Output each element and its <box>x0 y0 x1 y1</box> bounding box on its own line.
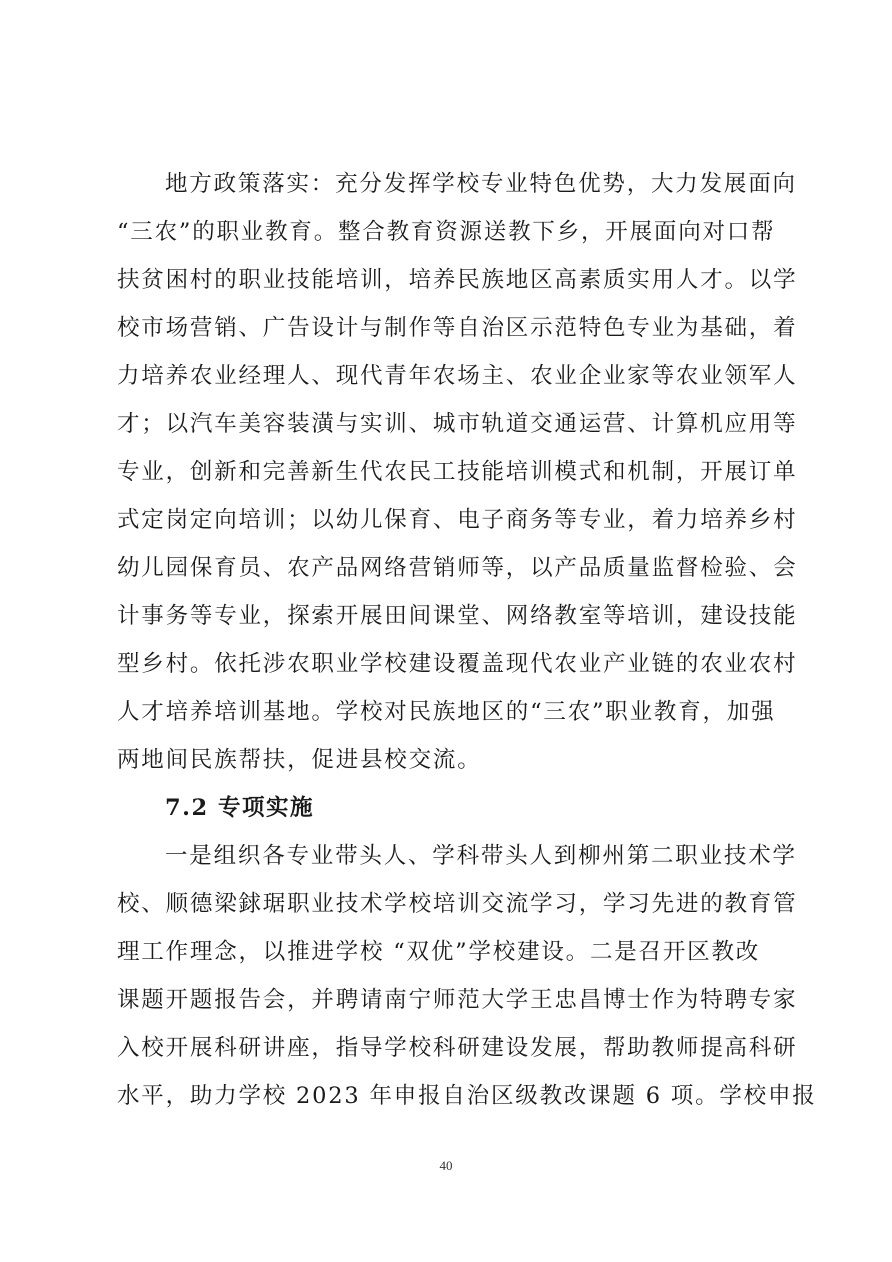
paragraph-line: 校、顺德梁銶琚职业技术学校培训交流学习，学习先进的教育管 <box>117 891 798 917</box>
paragraph-line: “三农”的职业教育。整合教育资源送教下乡，开展面向对口帮 <box>117 219 776 245</box>
page-content <box>117 160 817 1120</box>
paragraph-line: 幼儿园保育员、农产品网络营销师等，以产品质量监督检验、会 <box>117 555 798 581</box>
paragraph-line: 计事务等专业，探索开展田间课堂、网络教室等培训，建设技能 <box>117 603 798 629</box>
paragraph-line: 两地间民族帮扶，促进县校交流。 <box>117 747 482 773</box>
paragraph-line: 式定岗定向培训；以幼儿保育、电子商务等专业，着力培养乡村 <box>117 507 798 533</box>
paragraph-line: 校市场营销、广告设计与制作等自治区示范特色专业为基础，着 <box>117 315 798 341</box>
paragraph-line: 课题开题报告会，并聘请南宁师范大学王忠昌博士作为特聘专家 <box>117 987 798 1013</box>
paragraph-line: 水平，助力学校 2023 年申报自治区级教改课题 6 项。学校申报 <box>117 1083 817 1109</box>
paragraph-line: 专业，创新和完善新生代农民工技能培训模式和机制，开展订单 <box>117 459 798 485</box>
page-number: 40 <box>439 1158 453 1173</box>
paragraph-line: 入校开展科研讲座，指导学校科研建设发展，帮助教师提高科研 <box>117 1035 798 1061</box>
paragraph-line: 扶贫困村的职业技能培训，培养民族地区高素质实用人才。以学 <box>117 267 798 293</box>
paragraph-line: 型乡村。依托涉农职业学校建设覆盖现代农业产业链的农业农村 <box>117 651 798 677</box>
paragraph-line: 人才培养培训基地。学校对民族地区的“三农”职业教育，加强 <box>117 699 776 725</box>
paragraph-line: 力培养农业经理人、现代青年农场主、农业企业家等农业领军人 <box>117 363 798 389</box>
paragraph-line: 一是组织各专业带头人、学科带头人到柳州第二职业技术学 <box>165 843 797 869</box>
paragraph-line: 地方政策落实：充分发挥学校专业特色优势，大力发展面向 <box>165 171 797 197</box>
section-heading: 7.2 专项实施 <box>165 795 314 821</box>
paragraph-line: 才；以汽车美容装潢与实训、城市轨道交通运营、计算机应用等 <box>117 411 798 437</box>
paragraph-line: 理工作理念，以推进学校 “双优”学校建设。二是召开区教改 <box>117 939 761 965</box>
